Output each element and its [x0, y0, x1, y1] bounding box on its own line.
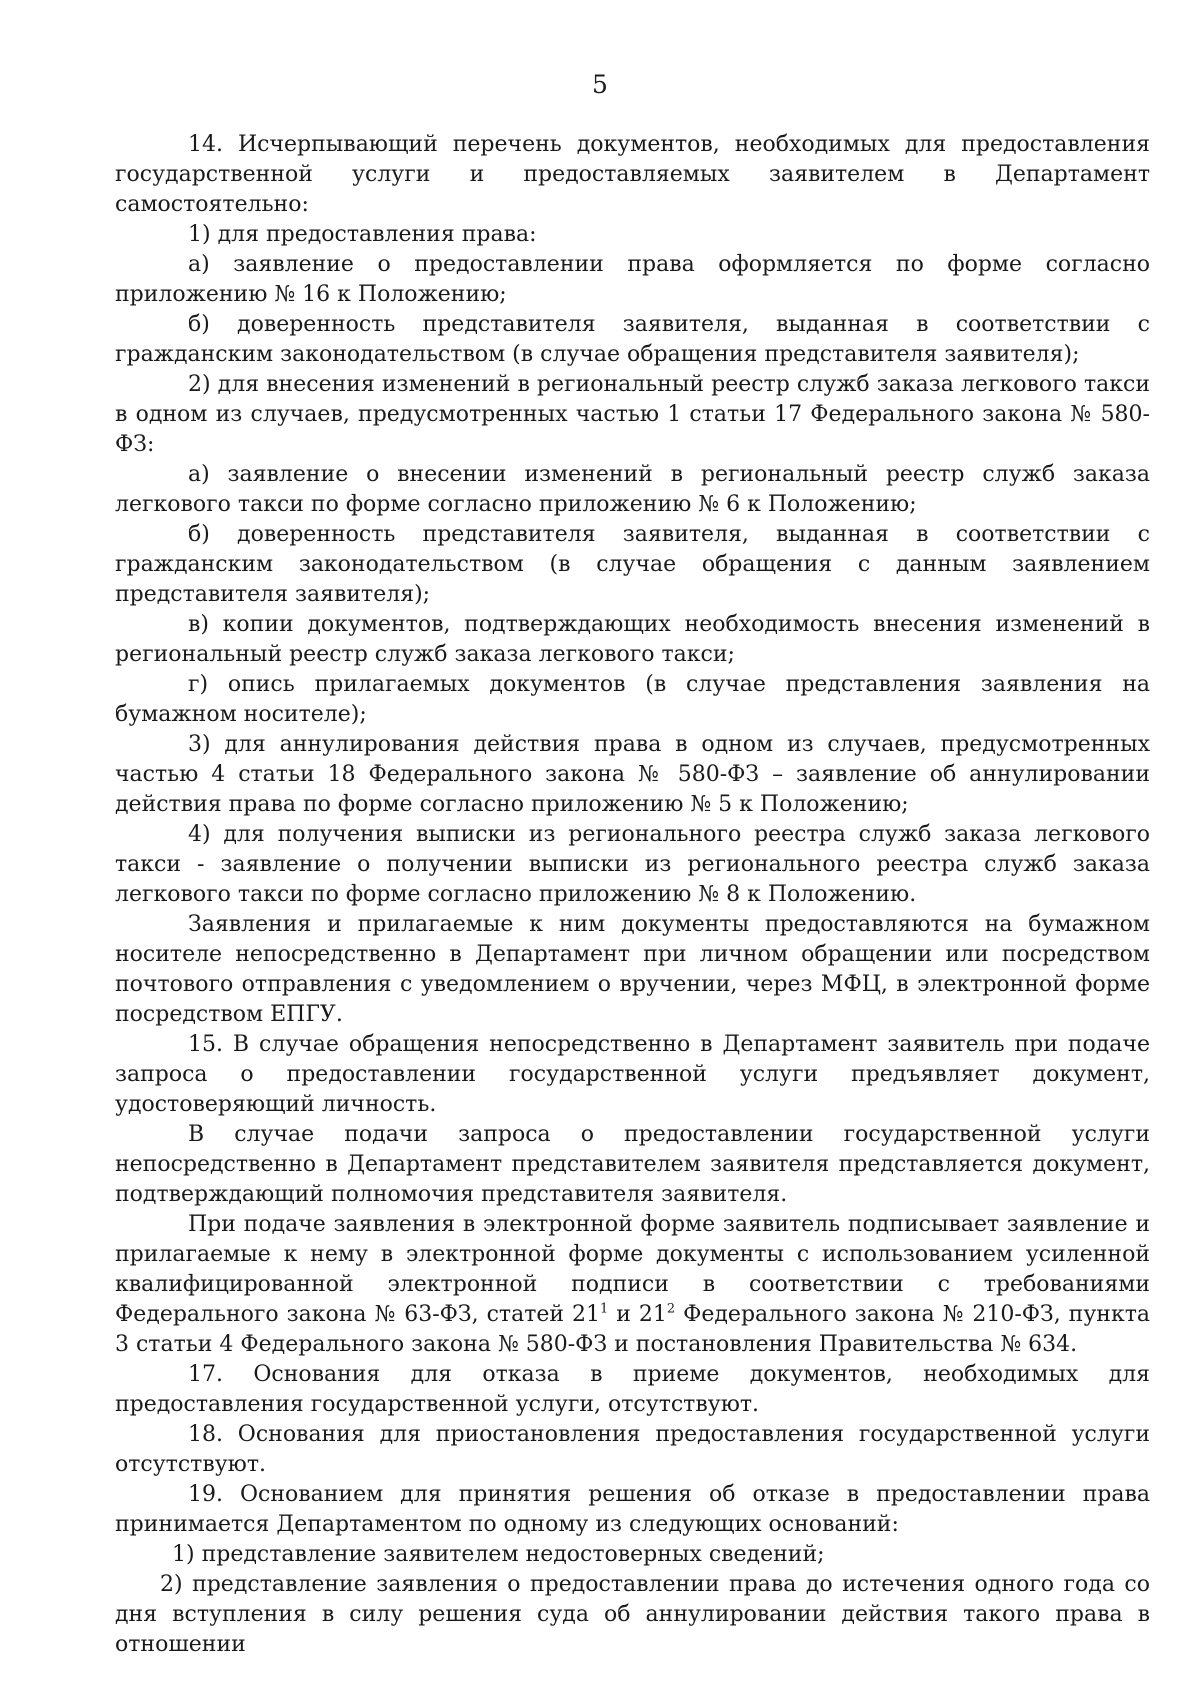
paragraph-14-item-2b: б) доверенность представителя заявителя, выданная в соответствии с гражданским законодательством (в случае обращения с данным заявлением представителя заявителя);: [115, 522, 1150, 607]
paragraph-electronic-signature: [115, 1210, 1150, 1360]
paragraph-14: 14. Исчерпывающий перечень документов, необходимых для предоставления государственной услуги и предоставляемых заявителем в Департамент самостоятельно:: [115, 132, 1150, 217]
paragraph-19: 19. Основанием для принятия решения об отказе в предоставлении права принимается Департаментом по одному из следующих оснований:: [115, 1482, 1150, 1537]
paragraph-14-item-3: 3) для аннулирования действия права в одном из случаев, предусмотренных частью 4 статьи 18 Федерального закона № 580-ФЗ – заявление об аннулировании действия права по форме согласно приложению № 5 к Положению;: [115, 732, 1150, 817]
paragraph-14-item-2d: г) опись прилагаемых документов (в случае представления заявления на бумажном носителе);: [115, 672, 1150, 727]
paragraph-15: 15. В случае обращения непосредственно в Департамент заявитель при подаче запроса о предоставлении государственной услуги предъявляет документ, удостоверяющий личность.: [115, 1032, 1150, 1117]
paragraph-14-item-1a: а) заявление о предоставлении права оформляется по форме согласно приложению № 16 к Положению;: [115, 252, 1150, 307]
paragraph-17: 17. Основания для отказа в приеме документов, необходимых для предоставления государственной услуги, отсутствуют.: [115, 1362, 1150, 1417]
paragraph-18: 18. Основания для приостановления предоставления государственной услуги отсутствуют.: [115, 1422, 1150, 1477]
superscript-2: 2: [666, 1301, 676, 1317]
paragraph-19-item-1: 1) представление заявителем недостоверных сведений;: [172, 1542, 825, 1567]
paragraph-14-item-2: 2) для внесения изменений в региональный реестр служб заказа легкового такси в одном из случаев, предусмотренных частью 1 статьи 17 Федерального закона № 580-ФЗ:: [115, 372, 1150, 457]
signature-text-part1: При подаче заявления в электронной форме заявитель подписывает заявление и прилагаемые к нему в электронной форме документы с использованием усиленной квалифицированной электронной подписи в соответствии с требованиями Федерального закона № 63-ФЗ, статей 21: [115, 1212, 1150, 1327]
paragraph-14-item-1b: б) доверенность представителя заявителя, выданная в соответствии с гражданским законодательством (в случае обращения представителя заявителя);: [115, 312, 1150, 367]
paragraph-15-representative: В случае подачи запроса о предоставлении государственной услуги непосредственно в Департамент представителем заявителя представляется документ, подтверждающий полномочия представителя заявителя.: [115, 1122, 1150, 1207]
paragraph-14-item-4: 4) для получения выписки из регионального реестра служб заказа легкового такси - заявление о получении выписки из регионального реестра служб заказа легкового такси по форме согласно приложению № 8 к Положению.: [115, 822, 1150, 907]
paragraph-14-item-2c: в) копии документов, подтверждающих необходимость внесения изменений в региональный реестр служб заказа легкового такси;: [115, 612, 1150, 667]
paragraph-19-item-2: 2) представление заявления о предоставлении права до истечения одного года со дня вступления в силу решения суда об аннулировании действия такого права в отношении: [115, 1572, 1150, 1657]
superscript-1: 1: [600, 1301, 609, 1317]
signature-text-part3: Федерального закона № 210-ФЗ, пункта 3 статьи 4 Федерального закона № 580-ФЗ и постановления Правительства № 634.: [115, 1302, 1150, 1357]
page-number: 5: [592, 70, 608, 99]
document-body: [115, 130, 1150, 1660]
signature-text-part2: и 21: [608, 1302, 667, 1327]
paragraph-14-item-1: 1) для предоставления права:: [188, 222, 537, 247]
paragraph-14-submission: Заявления и прилагаемые к ним документы предоставляются на бумажном носителе непосредственно в Департамент при личном обращении или посредством почтового отправления с уведомлением о вручении, через МФЦ, в электронной форме посредством ЕПГУ.: [115, 912, 1150, 1027]
paragraph-14-item-2a: а) заявление о внесении изменений в региональный реестр служб заказа легкового такси по форме согласно приложению № 6 к Положению;: [115, 462, 1150, 517]
